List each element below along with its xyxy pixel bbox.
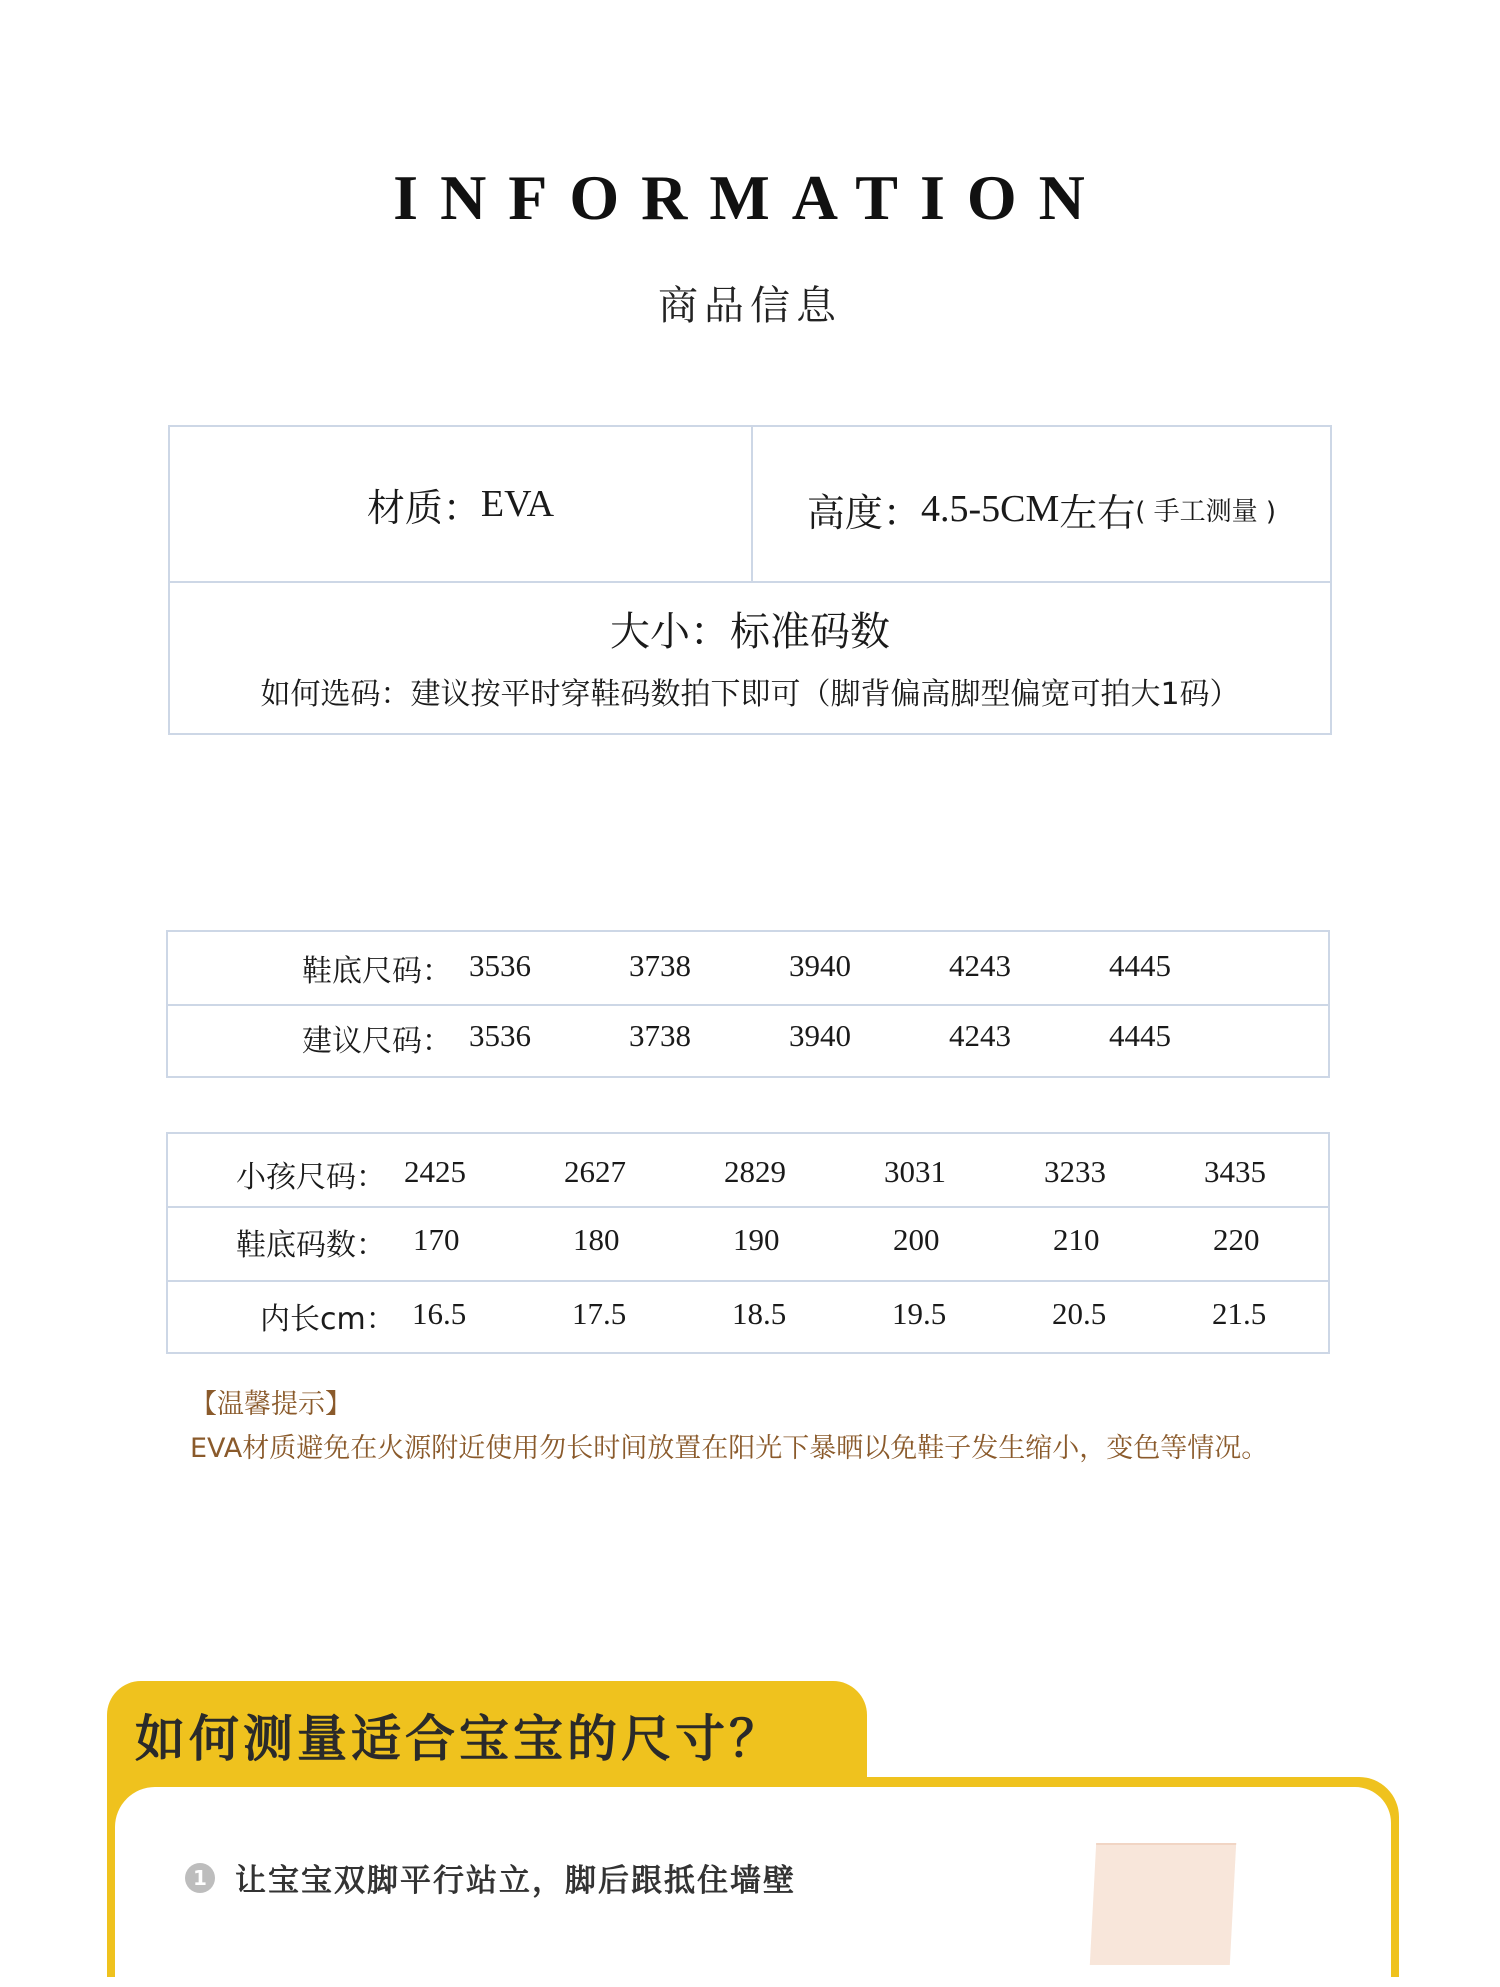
table-cell: 16.5 (412, 1296, 467, 1331)
page-title: INFORMATION (393, 162, 1107, 233)
measure-guide-card (107, 1681, 1399, 1941)
table-cell: 210 (1053, 1222, 1100, 1257)
table-cell: 190 (733, 1222, 780, 1257)
table-row (168, 932, 1328, 1004)
table-cell: 20.5 (1052, 1296, 1107, 1331)
table-cell: 200 (893, 1222, 940, 1257)
table-cell: 18.5 (732, 1296, 787, 1331)
row-label: 建议尺码： (302, 1024, 452, 1059)
table-cell: 220 (1213, 1222, 1260, 1257)
table-cell: 2425 (404, 1154, 466, 1189)
table-cell: 3940 (789, 1018, 851, 1053)
row-label: 小孩尺码： (236, 1160, 386, 1195)
table-row (168, 1208, 1328, 1280)
table-cell: 3435 (1204, 1154, 1266, 1189)
size-tip: 如何选码：建议按平时穿鞋码数拍下即可（脚背偏高脚型偏宽可拍大1码） (260, 677, 1240, 712)
table-cell: 4243 (949, 948, 1011, 983)
height-label: 高度： (806, 490, 921, 535)
tips-body: EVA材质避免在火源附近使用勿长时间放置在阳光下暴晒以免鞋子发生缩小，变色等情况。 (190, 1433, 1269, 1464)
table-cell: 180 (573, 1222, 620, 1257)
table-cell: 3536 (469, 948, 531, 983)
step-number-icon: 1 (185, 1863, 215, 1893)
table-cell: 170 (413, 1222, 460, 1257)
material-label: 材质： (366, 485, 481, 530)
adult-size-table (166, 930, 1330, 1078)
height-suffix: 左右 (1059, 490, 1136, 535)
divider (170, 581, 1330, 583)
height-note: ( 手工测量 ) (1135, 496, 1277, 527)
table-cell: 2829 (724, 1154, 786, 1189)
table-cell: 3031 (884, 1154, 946, 1189)
tips-title: 【温馨提示】 (190, 1389, 352, 1420)
row-label: 内长cm： (260, 1302, 396, 1337)
table-cell: 3738 (629, 1018, 691, 1053)
table-cell: 17.5 (572, 1296, 627, 1331)
kids-size-table (166, 1132, 1330, 1354)
measure-content (115, 1787, 1391, 1987)
table-cell: 3738 (629, 948, 691, 983)
page-subtitle: 商品信息 (658, 283, 842, 329)
step-text: 让宝宝双脚平行站立，脚后跟抵住墙壁 (235, 1863, 796, 1899)
measure-title: 如何测量适合宝宝的尺寸？ (135, 1710, 783, 1768)
table-cell: 2627 (564, 1154, 626, 1189)
measure-step (185, 1855, 796, 1900)
row-label: 鞋底码数： (236, 1228, 386, 1263)
table-cell: 3940 (789, 948, 851, 983)
table-cell: 3233 (1044, 1154, 1106, 1189)
height-cell (753, 427, 1330, 581)
product-info-box (168, 425, 1332, 735)
height-value: 4.5-5CM (920, 488, 1060, 530)
table-cell: 4445 (1109, 948, 1171, 983)
foot-illustration (1090, 1843, 1236, 1965)
size-title: 大小：标准码数 (610, 609, 890, 655)
table-cell: 4243 (949, 1018, 1011, 1053)
row-label: 鞋底尺码： (302, 954, 452, 989)
table-cell: 4445 (1109, 1018, 1171, 1053)
material-value: EVA (480, 483, 555, 525)
table-cell: 21.5 (1212, 1296, 1267, 1331)
table-row (168, 1134, 1328, 1206)
table-cell: 3536 (469, 1018, 531, 1053)
table-cell: 19.5 (892, 1296, 947, 1331)
table-row (168, 1282, 1328, 1354)
material-cell (170, 427, 751, 581)
table-row (168, 1006, 1328, 1078)
